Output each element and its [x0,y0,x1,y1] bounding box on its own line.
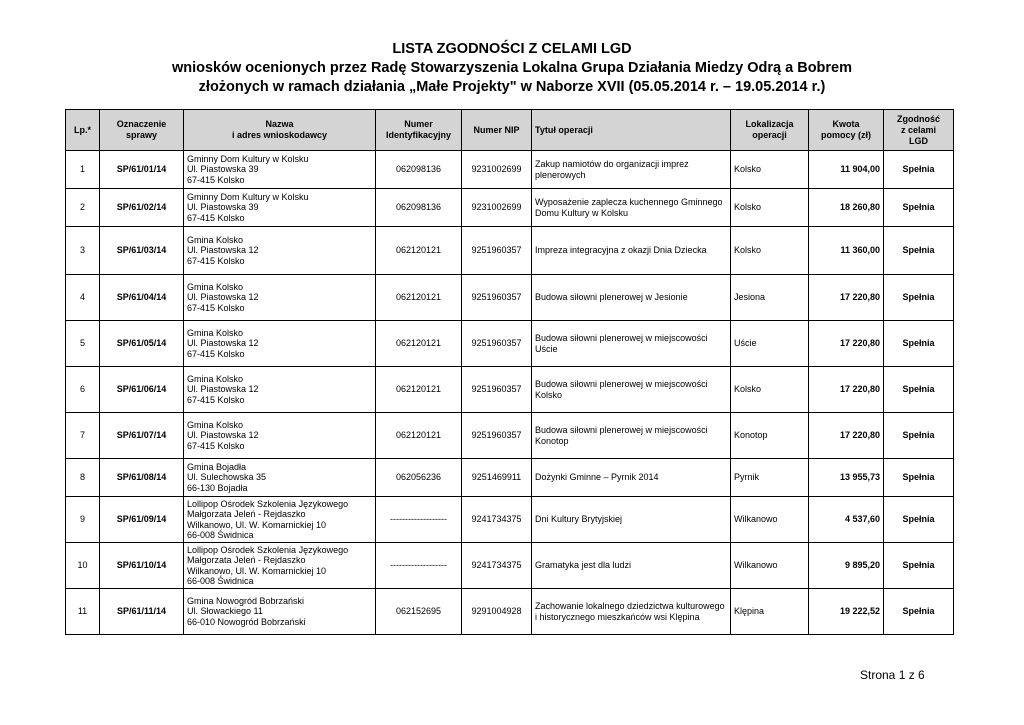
cell-sprawa: SP/61/02/14 [100,189,184,227]
col-header-tytul: Tytuł operacji [532,110,731,151]
cell-nazwa: Gmina Kolsko Ul. Piastowska 12 67-415 Kolsko [184,227,376,275]
table-row [66,589,954,635]
cell-tytul: Budowa siłowni plenerowej w miejscowości Uście [532,321,731,367]
cell-kwota: 17 220,80 [809,275,884,321]
cell-nip: 9231002699 [462,189,532,227]
col-header-zgodnosc: Zgodność z celami LGD [884,110,954,151]
cell-nip: 9251960357 [462,321,532,367]
cell-nazwa: Gmina Kolsko Ul. Piastowska 12 67-415 Kolsko [184,413,376,459]
cell-zgodnosc: Spełnia [884,589,954,635]
cell-zgodnosc: Spełnia [884,321,954,367]
cell-nazwa: Lollipop Ośrodek Szkolenia Językowego Małgorzata Jeleń - Rejdaszko Wilkanowo, Ul. W. Komarnickiej 10 66-008 Świdnica [184,543,376,589]
cell-sprawa: SP/61/10/14 [100,543,184,589]
cell-sprawa: SP/61/08/14 [100,459,184,497]
col-header-sprawa: Oznaczenie sprawy [100,110,184,151]
cell-lp: 6 [66,367,100,413]
cell-lokalizacja: Uście [731,321,809,367]
cell-numer: 062098136 [376,189,462,227]
cell-numer: ------------------- [376,497,462,543]
cell-sprawa: SP/61/06/14 [100,367,184,413]
cell-lp: 2 [66,189,100,227]
cell-numer: 062098136 [376,151,462,189]
title-line-3: złożonych w ramach działania „Małe Projekty" w Naborze XVII (05.05.2014 r. – 19.05.2014 r.) [198,79,826,95]
cell-lp: 8 [66,459,100,497]
table-row [66,459,954,497]
cell-sprawa: SP/61/04/14 [100,275,184,321]
cell-sprawa: SP/61/05/14 [100,321,184,367]
col-header-kwota: Kwota pomocy (zł) [809,110,884,151]
table-row [66,497,954,543]
col-header-lokalizacja: Lokalizacja operacji [731,110,809,151]
table-header-row [66,110,954,151]
cell-tytul: Dożynki Gminne – Pyrnik 2014 [532,459,731,497]
cell-numer: 062152695 [376,589,462,635]
table-row [66,227,954,275]
cell-lokalizacja: Kolsko [731,189,809,227]
cell-tytul: Gramatyka jest dla ludzi [532,543,731,589]
cell-sprawa: SP/61/07/14 [100,413,184,459]
page-number: Strona 1 z 6 [860,668,925,682]
cell-tytul: Wyposażenie zaplecza kuchennego Gminnego Domu Kultury w Kolsku [532,189,731,227]
cell-lp: 7 [66,413,100,459]
cell-lp: 11 [66,589,100,635]
cell-nip: 9251960357 [462,275,532,321]
cell-sprawa: SP/61/01/14 [100,151,184,189]
cell-lokalizacja: Kolsko [731,367,809,413]
cell-sprawa: SP/61/09/14 [100,497,184,543]
col-header-lp: Lp.* [66,110,100,151]
cell-nazwa: Gmina Nowogród Bobrzański Ul. Słowackiego 11 66-010 Nowogród Bobrzański [184,589,376,635]
cell-nazwa: Gmina Kolsko Ul. Piastowska 12 67-415 Kolsko [184,275,376,321]
cell-lokalizacja: Pyrnik [731,459,809,497]
cell-numer: 062120121 [376,227,462,275]
table-row [66,543,954,589]
cell-lokalizacja: Wilkanowo [731,497,809,543]
cell-zgodnosc: Spełnia [884,497,954,543]
col-header-numer: Numer Identyfikacyjny [376,110,462,151]
cell-lokalizacja: Wilkanowo [731,543,809,589]
cell-kwota: 17 220,80 [809,321,884,367]
cell-lokalizacja: Kolsko [731,151,809,189]
cell-numer: 062056236 [376,459,462,497]
cell-zgodnosc: Spełnia [884,367,954,413]
cell-zgodnosc: Spełnia [884,151,954,189]
cell-tytul: Zakup namiotów do organizacji imprez plenerowych [532,151,731,189]
cell-numer: 062120121 [376,367,462,413]
cell-lp: 5 [66,321,100,367]
cell-lp: 1 [66,151,100,189]
compliance-table [65,109,954,635]
cell-kwota: 13 955,73 [809,459,884,497]
cell-nip: 9241734375 [462,543,532,589]
table-row [66,151,954,189]
cell-nip: 9251960357 [462,367,532,413]
cell-nazwa: Lollipop Ośrodek Szkolenia Językowego Małgorzata Jeleń - Rejdaszko Wilkanowo, Ul. W. Komarnickiej 10 66-008 Świdnica [184,497,376,543]
cell-kwota: 17 220,80 [809,367,884,413]
cell-tytul: Budowa siłowni plenerowej w miejscowości Konotop [532,413,731,459]
cell-kwota: 11 904,00 [809,151,884,189]
cell-lokalizacja: Konotop [731,413,809,459]
cell-sprawa: SP/61/03/14 [100,227,184,275]
table-row [66,367,954,413]
cell-zgodnosc: Spełnia [884,275,954,321]
cell-nip: 9251469911 [462,459,532,497]
cell-kwota: 19 222,52 [809,589,884,635]
cell-zgodnosc: Spełnia [884,543,954,589]
cell-lp: 3 [66,227,100,275]
col-header-nazwa: Nazwa i adres wnioskodawcy [184,110,376,151]
cell-numer: 062120121 [376,275,462,321]
cell-tytul: Zachowanie lokalnego dziedzictwa kulturowego i historycznego mieszkańców wsi Klępina [532,589,731,635]
cell-lokalizacja: Klępina [731,589,809,635]
cell-nazwa: Gmina Bojadła Ul. Sulechowska 35 66-130 Bojadła [184,459,376,497]
cell-numer: ------------------- [376,543,462,589]
cell-lp: 4 [66,275,100,321]
table-row [66,189,954,227]
cell-zgodnosc: Spełnia [884,459,954,497]
cell-nip: 9251960357 [462,413,532,459]
document-title [0,40,1024,97]
table-row [66,275,954,321]
cell-nazwa: Gmina Kolsko Ul. Piastowska 12 67-415 Kolsko [184,367,376,413]
cell-nip: 9231002699 [462,151,532,189]
cell-kwota: 9 895,20 [809,543,884,589]
cell-numer: 062120121 [376,413,462,459]
cell-kwota: 17 220,80 [809,413,884,459]
cell-nip: 9251960357 [462,227,532,275]
cell-kwota: 4 537,60 [809,497,884,543]
cell-nip: 9241734375 [462,497,532,543]
table-row [66,321,954,367]
cell-zgodnosc: Spełnia [884,413,954,459]
cell-tytul: Budowa siłowni plenerowej w miejscowości Kolsko [532,367,731,413]
cell-tytul: Budowa siłowni plenerowej w Jesionie [532,275,731,321]
title-line-1: LISTA ZGODNOŚCI Z CELAMI LGD [392,41,632,57]
cell-tytul: Dni Kultury Brytyjskiej [532,497,731,543]
cell-lokalizacja: Kolsko [731,227,809,275]
col-header-nip: Numer NIP [462,110,532,151]
cell-kwota: 18 260,80 [809,189,884,227]
cell-zgodnosc: Spełnia [884,189,954,227]
cell-tytul: Impreza integracyjna z okazji Dnia Dziecka [532,227,731,275]
cell-kwota: 11 360,00 [809,227,884,275]
cell-lp: 10 [66,543,100,589]
cell-nazwa: Gminny Dom Kultury w Kolsku Ul. Piastowska 39 67-415 Kolsko [184,151,376,189]
cell-nazwa: Gmina Kolsko Ul. Piastowska 12 67-415 Kolsko [184,321,376,367]
cell-nazwa: Gminny Dom Kultury w Kolsku Ul. Piastowska 39 67-415 Kolsko [184,189,376,227]
cell-numer: 062120121 [376,321,462,367]
table-row [66,413,954,459]
title-line-2: wniosków ocenionych przez Radę Stowarzyszenia Lokalna Grupa Działania Miedzy Odrą a Bobrem [171,60,853,76]
cell-lokalizacja: Jesiona [731,275,809,321]
cell-zgodnosc: Spełnia [884,227,954,275]
cell-lp: 9 [66,497,100,543]
cell-sprawa: SP/61/11/14 [100,589,184,635]
cell-nip: 9291004928 [462,589,532,635]
